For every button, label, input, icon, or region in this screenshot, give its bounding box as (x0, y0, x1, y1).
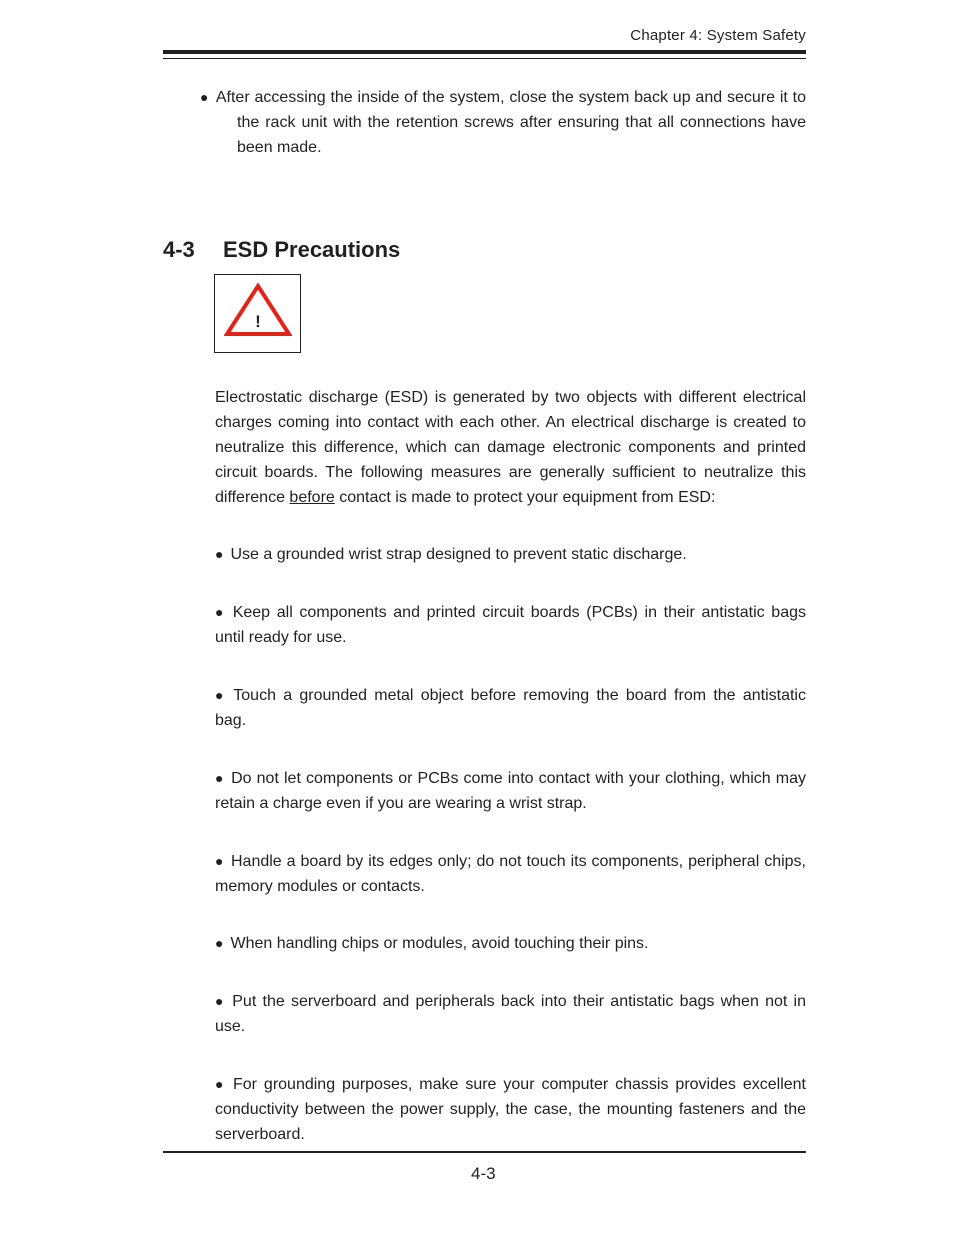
intro-text-end: contact is made to protect your equipment from ESD: (334, 489, 716, 506)
page-number: 4-3 (471, 1164, 496, 1183)
section-number: 4-3 (163, 237, 195, 262)
list-item (215, 766, 806, 816)
header-rule-thin (163, 58, 806, 59)
warning-symbol: ! (255, 312, 261, 331)
top-bullet-item (200, 85, 806, 160)
list-item (215, 542, 806, 567)
list-item-text: For grounding purposes, make sure your computer chassis provides excellent conductivity between the power supply, the case, the mounting fasteners and the serverboard. (215, 1076, 806, 1143)
bullet-dot-icon: ● (215, 1076, 226, 1092)
list-item (215, 849, 806, 899)
list-item (215, 931, 806, 956)
bullet-dot-icon: ● (215, 770, 225, 786)
bullet-dot-icon: ● (215, 853, 224, 869)
list-item-text: Do not let components or PCBs come into contact with your clothing, which may retain a charge even if you are wearing a wrist strap. (215, 770, 806, 812)
section-heading (163, 237, 400, 263)
chapter-title: Chapter 4: System Safety (630, 27, 806, 44)
list-item (215, 600, 806, 650)
list-item-text: Handle a board by its edges only; do not touch its components, peripheral chips, memory modules or contacts. (215, 853, 807, 895)
section-title: ESD Precautions (223, 237, 401, 262)
bullet-dot-icon: ● (215, 993, 226, 1009)
bullet-dot-icon: ● (215, 935, 224, 951)
intro-underlined-word: before (289, 489, 335, 506)
bullet-dot-icon: ● (200, 89, 209, 105)
list-item-text: Touch a grounded metal object before removing the board from the antistatic bag. (215, 687, 806, 729)
footer-rule (163, 1151, 806, 1153)
intro-text-start: Electrostatic discharge (ESD) is generated by two objects with different electrical charges coming into contact with each other. An electrical discharge is created to neutralize this difference, which can damage electronic components and printed circuit boards. The following measures are generally sufficient to neutralize this difference (215, 389, 806, 506)
list-item-text: Put the serverboard and peripherals back into their antistatic bags when not in use. (215, 993, 806, 1035)
list-item (215, 989, 806, 1039)
list-item-text: Use a grounded wrist strap designed to prevent static discharge. (230, 546, 687, 563)
list-item-text: When handling chips or modules, avoid touching their pins. (230, 935, 649, 952)
list-item (215, 683, 806, 733)
warning-triangle-icon (224, 282, 292, 338)
header-rule-thick (163, 50, 806, 54)
warning-box (214, 274, 301, 353)
list-item (215, 1072, 806, 1147)
bullet-dot-icon: ● (215, 604, 226, 620)
bullet-dot-icon: ● (215, 687, 227, 703)
bullet-dot-icon: ● (215, 546, 224, 562)
top-bullet-text: After accessing the inside of the system, close the system back up and secure it to the rack unit with the retention screws after ensuring that all connections have been made. (215, 89, 806, 156)
list-item-text: Keep all components and printed circuit boards (PCBs) in their antistatic bags until ready for use. (215, 604, 806, 646)
esd-intro-paragraph (215, 385, 806, 510)
